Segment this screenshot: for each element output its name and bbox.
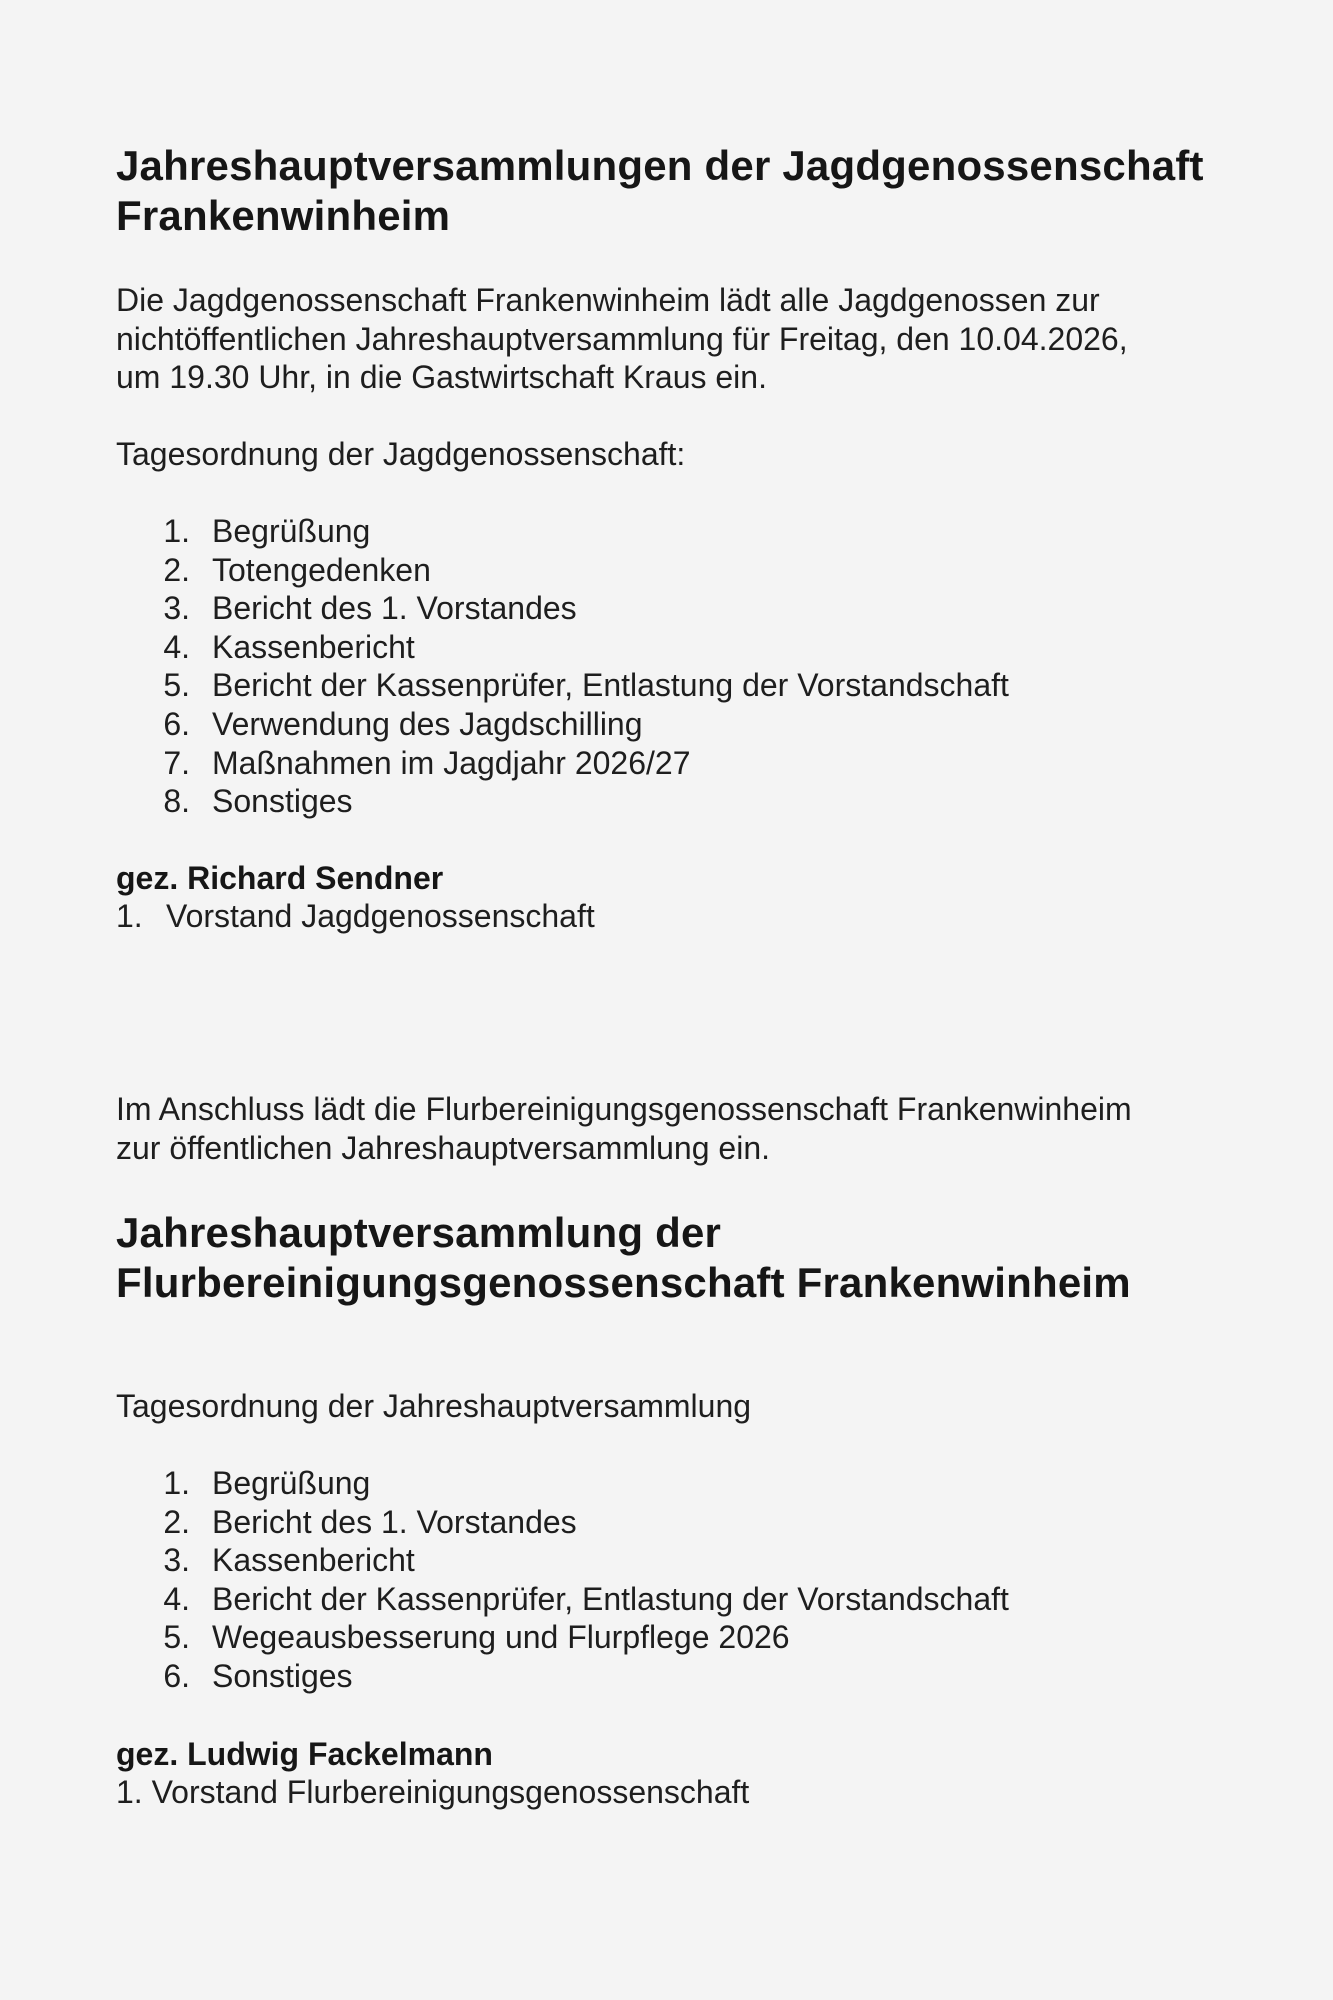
agenda-item-number: 2. <box>163 1503 190 1540</box>
agenda-item-number: 1. <box>163 513 190 549</box>
agenda-item-text: Kassenbericht <box>212 1542 415 1579</box>
agenda-item <box>160 589 1009 628</box>
agenda-item-number: 4. <box>163 1580 190 1617</box>
agenda-item-number: 4. <box>163 628 190 665</box>
section2-title-line2: Flurbereinigungsgenossenschaft Frankenwinheim <box>116 1259 1131 1306</box>
agenda-item-number: 5. <box>163 667 190 704</box>
agenda-item-number: 2. <box>163 551 190 588</box>
agenda-item-text: Maßnahmen im Jagdjahr 2026/27 <box>212 744 691 781</box>
agenda-item-number: 6. <box>163 705 190 742</box>
agenda-item <box>160 782 1009 821</box>
agenda-item-number: 5. <box>163 1619 190 1656</box>
agenda-item-number: 3. <box>163 590 190 627</box>
agenda-item-text: Verwendung des Jagdschilling <box>212 705 643 742</box>
section1-agenda-heading: Tagesordnung der Jagdgenossenschaft: <box>116 436 686 472</box>
section1-intro-line3: um 19.30 Uhr, in die Gastwirtschaft Kraus ein. <box>116 359 767 395</box>
section2-signature-name: gez. Ludwig Fackelmann <box>116 1736 493 1772</box>
agenda-item-text: Bericht der Kassenprüfer, Entlastung der Vorstandschaft <box>212 667 1009 704</box>
section2-agenda-heading: Tagesordnung der Jahreshauptversammlung <box>116 1388 752 1424</box>
agenda-item <box>160 512 1009 551</box>
agenda-item-text: Begrüßung <box>212 513 371 549</box>
agenda-item <box>160 1464 1009 1503</box>
agenda-item-number: 3. <box>163 1542 190 1579</box>
agenda-item <box>160 1503 1009 1542</box>
agenda-item-number: 1. <box>163 1465 190 1501</box>
agenda-item <box>160 744 1009 783</box>
section1-title-line1: Jahreshauptversammlungen der Jagdgenossenschaft <box>116 142 1204 189</box>
section1-signature-name: gez. Richard Sendner <box>116 860 444 896</box>
section2-title-line1: Jahreshauptversammlung der <box>116 1209 722 1256</box>
agenda-item <box>160 1657 1009 1696</box>
signature-role-number: 1. <box>116 898 143 934</box>
section1-intro-line2: nichtöffentlichen Jahreshauptversammlung für Freitag, den 10.04.2026, <box>116 321 1128 357</box>
agenda-item <box>160 705 1009 744</box>
agenda-item-number: 6. <box>163 1657 190 1694</box>
section1-agenda-list <box>160 512 1009 821</box>
agenda-item <box>160 1580 1009 1619</box>
section2-agenda-list <box>160 1464 1009 1696</box>
agenda-item-text: Bericht der Kassenprüfer, Entlastung der Vorstandschaft <box>212 1580 1009 1617</box>
transition-line2: zur öffentlichen Jahreshauptversammlung ein. <box>116 1130 770 1166</box>
signature-role-text: Vorstand Jagdgenossenschaft <box>166 898 595 934</box>
agenda-item-number: 7. <box>163 744 190 781</box>
transition-line1: Im Anschluss lädt die Flurbereinigungsgenossenschaft Frankenwinheim <box>116 1091 1132 1127</box>
agenda-item-text: Totengedenken <box>212 551 431 588</box>
agenda-item-number: 8. <box>163 783 190 820</box>
agenda-item <box>160 628 1009 667</box>
agenda-item <box>160 1541 1009 1580</box>
section1-title-line2: Frankenwinheim <box>116 192 451 239</box>
agenda-item-text: Wegeausbesserung und Flurpflege 2026 <box>212 1619 790 1656</box>
agenda-item <box>160 1618 1009 1657</box>
agenda-item-text: Sonstiges <box>212 1657 353 1694</box>
section2-signature-role: 1. Vorstand Flurbereinigungsgenossenschaft <box>116 1774 750 1810</box>
agenda-item <box>160 666 1009 705</box>
section1-intro-line1: Die Jagdgenossenschaft Frankenwinheim lädt alle Jagdgenossen zur <box>116 282 1100 318</box>
agenda-item-text: Begrüßung <box>212 1465 371 1501</box>
section1-signature-role-line <box>116 897 595 936</box>
agenda-item-text: Bericht des 1. Vorstandes <box>212 1503 577 1540</box>
agenda-item-text: Bericht des 1. Vorstandes <box>212 590 577 627</box>
agenda-item <box>160 551 1009 590</box>
agenda-item-text: Kassenbericht <box>212 628 415 665</box>
agenda-item-text: Sonstiges <box>212 783 353 820</box>
